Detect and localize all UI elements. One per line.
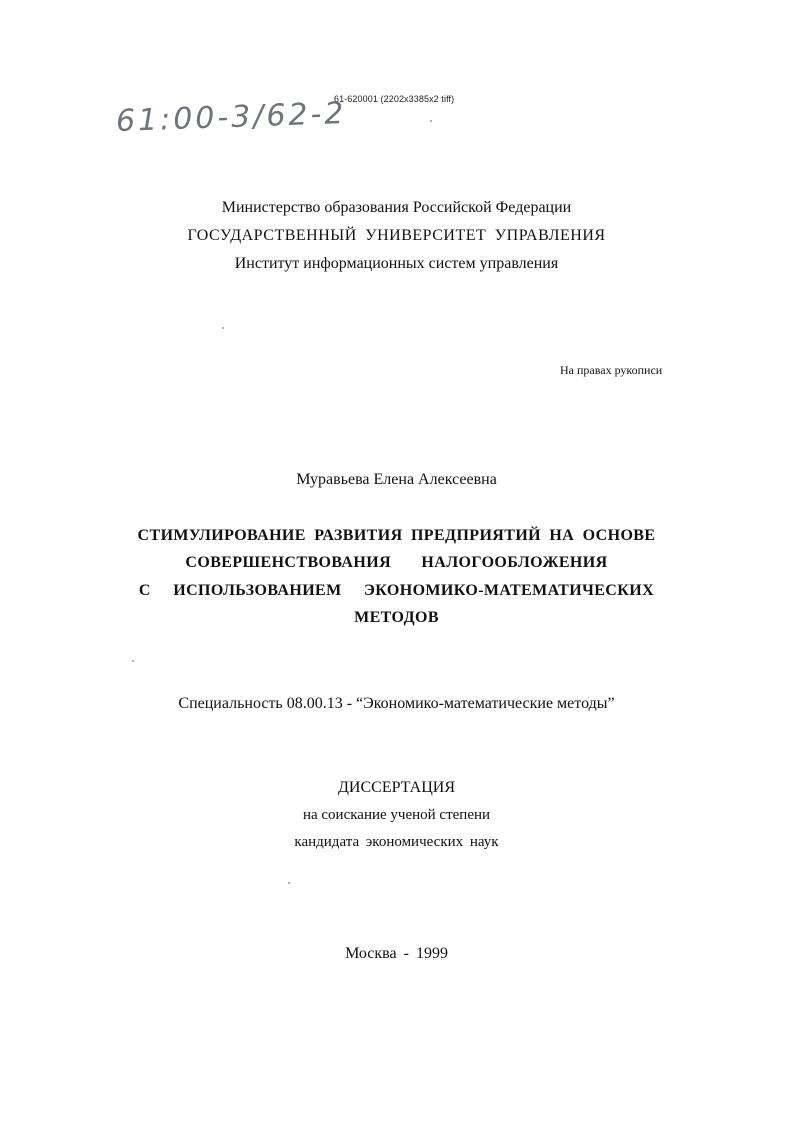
degree-line: кандидата экономических наук bbox=[294, 834, 499, 850]
university-name: ГОСУДАРСТВЕННЫЙ УНИВЕРСИТЕТ УПРАВЛЕНИЯ bbox=[187, 227, 606, 244]
dissertation-title-line: СОВЕРШЕНСТВОВАНИЯ НАЛОГООБЛОЖЕНИЯ bbox=[185, 554, 608, 571]
specialty: Специальность 08.00.13 - “Экономико-математические методы” bbox=[178, 695, 615, 712]
scan-speck bbox=[132, 660, 134, 662]
dissertation-title-line: МЕТОДОВ bbox=[354, 609, 439, 626]
author-name: Муравьева Елена Алексеевна bbox=[296, 471, 497, 488]
document-type: ДИССЕРТАЦИЯ bbox=[338, 779, 455, 796]
scan-label: 61-620001 (2202x3385x2 tiff) bbox=[334, 94, 455, 104]
rights-note: На правах рукописи bbox=[560, 363, 663, 377]
dissertation-title-line: С ИСПОЛЬЗОВАНИЕМ ЭКОНОМИКО-МАТЕМАТИЧЕСКИХ bbox=[138, 582, 655, 599]
scan-speck bbox=[430, 120, 432, 122]
institute-name: Институт информационных систем управления bbox=[234, 255, 559, 272]
scan-speck bbox=[288, 882, 290, 884]
ministry-name: Министерство образования Российской Федерации bbox=[221, 199, 572, 216]
dissertation-title-line: СТИМУЛИРОВАНИЕ РАЗВИТИЯ ПРЕДПРИЯТИЙ НА ОСНОВЕ bbox=[137, 527, 656, 544]
city-year: Москва - 1999 bbox=[345, 945, 448, 962]
scan-speck bbox=[222, 327, 224, 329]
handwritten-archive-number: 61:00-3/62-2 bbox=[115, 95, 348, 139]
degree-line: на соискание ученой степени bbox=[302, 807, 491, 823]
